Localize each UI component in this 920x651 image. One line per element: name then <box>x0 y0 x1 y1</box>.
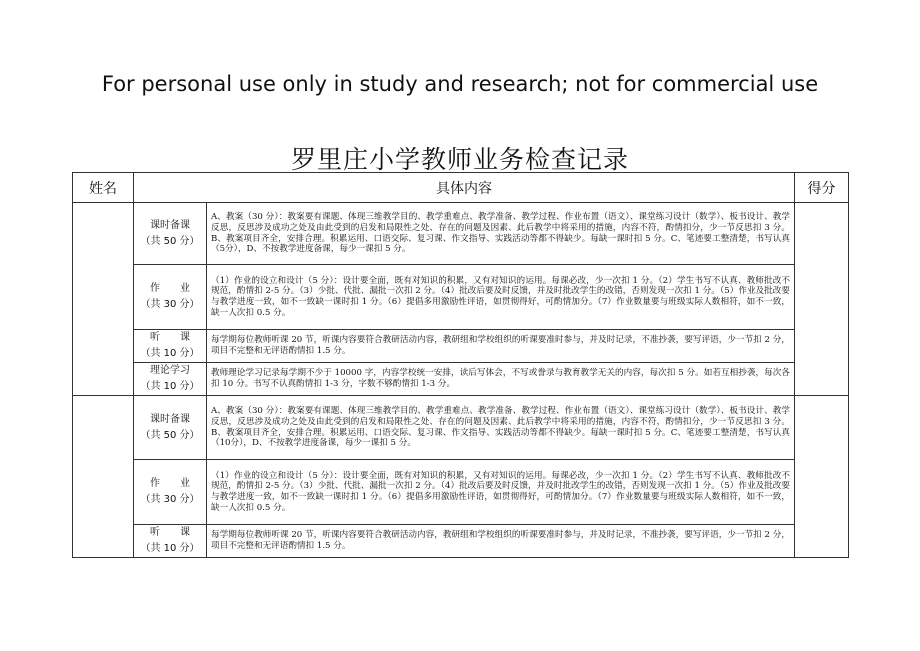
table-row <box>73 363 849 396</box>
name-cell[interactable] <box>73 396 134 558</box>
header-score: 得分 <box>795 173 849 203</box>
category-label: 课时备课 <box>150 413 190 425</box>
table-row <box>73 460 849 525</box>
category-cell <box>134 396 207 460</box>
category-points: （共 10 分） <box>140 381 200 392</box>
criteria-text: （1）作业的设立和设计（5 分）：设计要全面，既有对知识的积累，又有对知识的运用。每课必改，少一次扣 1 分。（2）学生书写不认真、教师批改不规范，酌情扣 2-5 分。（3）少批、代批、漏批一次扣 2 分。（4）批改后要及时反馈，并及时批改学生的改错，否则发现一次扣 1 分。（5）作业及批改要与教学进度一致，如不一致缺一课时扣 1 分。（6）提倡多用激励性评语，如贯彻得好，可酌情加分。（7）作业数量要与班级实际人数相符，如不一致，缺一人次扣 0.5 分。 <box>207 265 795 330</box>
table-row <box>73 330 849 363</box>
header-name: 姓名 <box>73 173 134 203</box>
criteria-text: 教师理论学习记录每学期不少于 10000 字，内容学校统一安排，读后写体会，不写或誊录与教育教学无关的内容，每次扣 5 分。如若互相抄袭，每次各扣 10 分。书写不认真酌情扣 1-3 分，字数不够酌情扣 1-3 分。 <box>207 363 795 396</box>
table-row <box>73 203 849 265</box>
page-title: 罗里庄小学教师业务检查记录 <box>290 145 629 174</box>
score-cell[interactable] <box>795 396 849 558</box>
table-row <box>73 265 849 330</box>
category-points: （共 10 分） <box>140 543 200 554</box>
criteria-text: 每学期每位教师听课 20 节，听课内容要符合教研活动内容，教研组和学校组织的听课要准时参与，并及时记录，不准抄袭，要写评语，少一节扣 2 分，项目不完整和无评语酌情扣 1.5 分。 <box>207 525 795 558</box>
header-content: 具体内容 <box>134 173 795 203</box>
category-label: 作 业 <box>150 283 190 294</box>
category-label: 听 课 <box>150 332 190 343</box>
category-cell <box>134 460 207 525</box>
inspection-table <box>72 172 849 558</box>
category-points: （共 50 分） <box>140 235 200 247</box>
category-label: 理论学习 <box>150 365 190 376</box>
category-cell <box>134 330 207 363</box>
category-cell <box>134 265 207 330</box>
category-points: （共 30 分） <box>140 494 200 505</box>
personal-use-notice: For personal use only in study and research; not for commercial use <box>101 72 819 96</box>
criteria-text: 每学期每位教师听课 20 节，听课内容要符合教研活动内容，教研组和学校组织的听课要准时参与，并及时记录，不准抄袭，要写评语，少一节扣 2 分，项目不完整和无评语酌情扣 1.5 分。 <box>207 330 795 363</box>
category-points: （共 30 分） <box>140 299 200 310</box>
category-cell <box>134 363 207 396</box>
table-row <box>73 396 849 460</box>
category-cell <box>134 525 207 558</box>
table-row <box>73 525 849 558</box>
criteria-text: A、教案（30 分）：教案要有课题、体现三维教学目的、教学重难点、教学准备、教学过程、作业布置（语文）、课堂练习设计（数学）、板书设计、教学反思，反思涉及成功之处及由此受到的启发和局限性之处、存在的问题及因素、此后教学中将采用的措施，内容不符，酌情扣分，少一节反思扣 3 分。B、教案项目齐全，安排合理。积累运用、口语交际、复习课、作文指导、实践活动等都不得缺少。每缺一课时扣 5 分。C、笔迹要工整清楚，书写认真（5分），D、不按教学进度备课，每少一课扣 5 分。 <box>207 203 795 265</box>
criteria-text: （1）作业的设立和设计（5 分）：设计要全面，既有对知识的积累，又有对知识的运用。每课必改，少一次扣 1 分。（2）学生书写不认真、教师批改不规范，酌情扣 2-5 分。（3）少批、代批、漏批一次扣 2 分。（4）批改后要及时反馈，并及时批改学生的改错，否则发现一次扣 1 分。（5）作业及批改要与教学进度一致，如不一致缺一课时扣 1 分。（6）提倡多用激励性评语，如贯彻得好，可酌情加分。（7）作业数量要与班级实际人数相符，如不一致，缺一人次扣 0.5 分。 <box>207 460 795 525</box>
category-points: （共 50 分） <box>140 429 200 441</box>
table-header-row <box>73 173 849 203</box>
category-label: 听 课 <box>150 527 190 538</box>
name-cell[interactable] <box>73 203 134 396</box>
category-points: （共 10 分） <box>140 348 200 359</box>
score-cell[interactable] <box>795 203 849 396</box>
criteria-text: A、教案（30 分）：教案要有课题、体现三维教学目的、教学重难点、教学准备、教学过程、作业布置（语文）、课堂练习设计（数学）、板书设计、教学反思，反思涉及成功之处及由此受到的启发和局限性之处、存在的问题及因素、此后教学中将采用的措施，内容不符，酌情扣分，少一节反思扣 3 分。B、教案项目齐全，安排合理。积累运用、口语交际、复习课、作文指导、实践活动等都不得缺少。每缺一课时扣 5 分。C、笔迹要工整清楚，书写认真（10分），D、不按教学进度备课，每少一课扣 5 分。 <box>207 396 795 460</box>
category-cell <box>134 203 207 265</box>
category-label: 课时备课 <box>150 219 190 231</box>
category-label: 作 业 <box>150 478 190 489</box>
